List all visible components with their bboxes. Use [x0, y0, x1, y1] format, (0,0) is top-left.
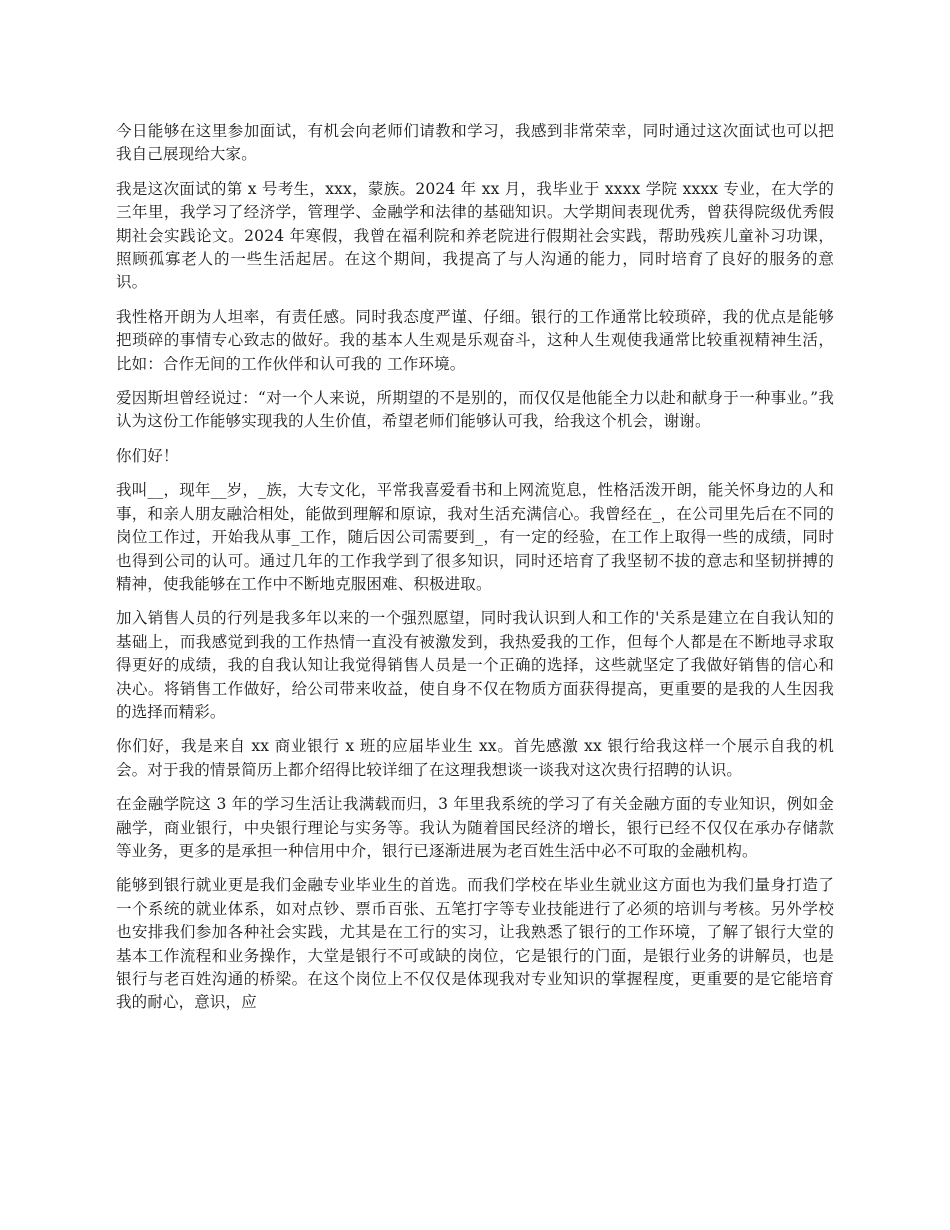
paragraph-7: 加入销售人员的行列是我多年以来的一个强烈愿望，同时我认识到人和工作的'关系是建立在自我认知的基础上，而我感觉到我的工作热情一直没有被激发到，我热爱我的工作，但每个人都是在不断地寻求取得更好的成绩，我的自我认知让我觉得销售人员是一个正确的选择，这些就坚定了我做好销售的信心和决心。将销售工作做好，给公司带来收益，使自身不仅在物质方面获得提高，更重要的是我的人生因我的选择而精彩。	[116, 609, 834, 721]
paragraph-6: 我叫__，现年__岁，_族，大专文化，平常我喜爱看书和上网流览息，性格活泼开朗，能关怀身边的人和事，和亲人朋友融洽相处，能做到理解和原谅，我对生活充满信心。我曾经在_，在公司里先后在不同的岗位工作过，开始我从事_工作，随后因公司需要到_，有一定的经验，在工作上取得一些的成绩，同时也得到公司的认可。通过几年的工作我学到了很多知识，同时还培育了我坚韧不拔的意志和坚韧拼搏的精神，使我能够在工作中不断地克服困难、积极进取。	[116, 481, 834, 593]
paragraph-5: 你们好！	[116, 446, 179, 465]
paragraph-8: 你们好，我是来自 xx 商业银行 x 班的应届毕业生 xx。首先感激 xx 银行给我这样一个展示自我的机会。对于我的情景简历上都介绍得比较详细了在这理我想谈一谈我对这次贵行招聘的认识。	[116, 737, 834, 779]
paragraph-3: 我性格开朗为人坦率，有责任感。同时我态度严谨、仔细。银行的工作通常比较琐碎，我的优点是能够把琐碎的事情专心致志的做好。我的基本人生观是乐观奋斗，这种人生观使我通常比较重视精神生活，比如：合作无间的工作伙伴和认可我的 工作环境。	[116, 307, 834, 373]
paragraph-4: 爱因斯坦曾经说过：“对一个人来说，所期望的不是别的，而仅仅是他能全力以赴和献身于一种事业。”我认为这份工作能够实现我的人生价值，希望老师们能够认可我，给我这个机会，谢谢。	[116, 389, 834, 431]
paragraph-1: 今日能够在这里参加面试，有机会向老师们请教和学习，我感到非常荣幸，同时通过这次面试也可以把我自己展现给大家。	[116, 122, 834, 164]
paragraph-9: 在金融学院这 3 年的学习生活让我满载而归，3 年里我系统的学习了有关金融方面的专业知识，例如金融学，商业银行，中央银行理论与实务等。我认为随着国民经济的增长，银行已经不仅仅在承办存储款等业务，更多的是承担一种信用中介，银行已逐渐进展为老百姓生活中必不可取的金融机构。	[116, 795, 834, 860]
paragraph-10: 能够到银行就业更是我们金融专业毕业生的首选。而我们学校在毕业生就业这方面也为我们量身打造了一个系统的就业体系，如对点钞、票币百张、五笔打字等专业技能进行了必须的培训与考核。另外学校也安排我们参加各种社会实践，尤其是在工行的实习，让我熟悉了银行的工作环境，了解了银行大堂的基本工作流程和业务操作，大堂是银行不可或缺的岗位，它是银行的门面，是银行业务的讲解员，也是银行与老百姓沟通的桥梁。在这个岗位上不仅仅是体现我对专业知识的掌握程度，更重要的是它能培育我的耐心，意识，应	[116, 876, 834, 1012]
paragraph-2: 我是这次面试的第 x 号考生，xxx，蒙族。2024 年 xx 月，我毕业于 xxxx 学院 xxxx 专业，在大学的三年里，我学习了经济学，管理学、金融学和法律的基础知识。大学期间表现优秀，曾获得院级优秀假期社会实践论文。2024 年寒假，我曾在福利院和养老院进行假期社会实践，帮助残疾儿童补习功课，照顾孤寡老人的一些生活起居。在这个期间，我提高了与人沟通的能力，同时培育了良好的服务的意识。	[116, 179, 834, 292]
